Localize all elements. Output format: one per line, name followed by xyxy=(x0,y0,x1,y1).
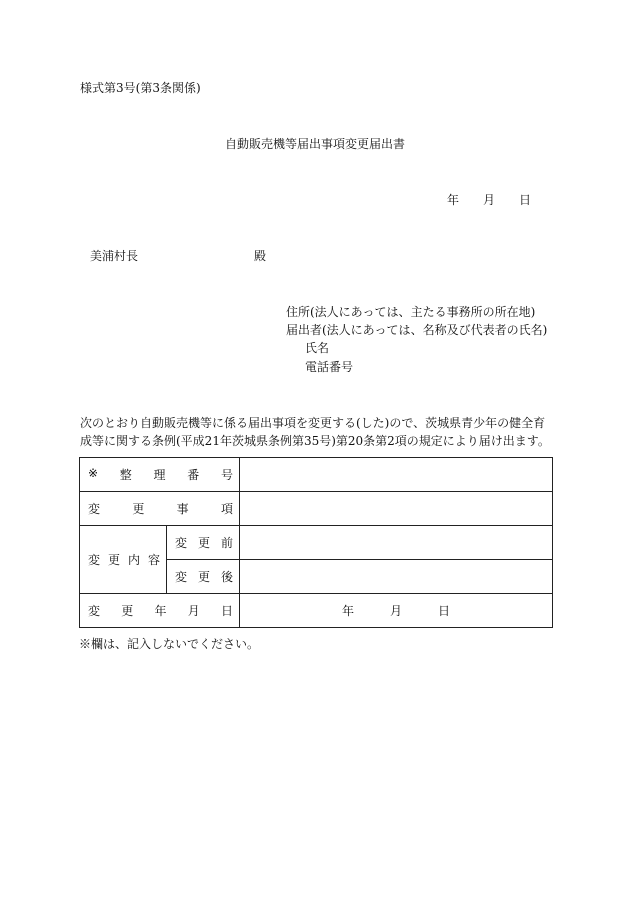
date-month-label: 月 xyxy=(483,193,496,207)
table-row-reference-number xyxy=(80,458,553,492)
name-label: 氏名 xyxy=(305,341,330,355)
form-number: 様式第3号(第3条関係) xyxy=(80,81,201,95)
phone-label: 電話番号 xyxy=(305,360,354,374)
change-item-field[interactable] xyxy=(240,492,553,526)
addressee-name: 美浦村長 xyxy=(90,249,139,263)
addressee-honorific: 殿 xyxy=(254,249,267,263)
change-date-field[interactable] xyxy=(240,594,553,628)
change-content-label: 変 更 内 容 xyxy=(80,526,167,594)
change-date-year: 年 xyxy=(341,604,354,618)
change-before-label: 変 更 前 xyxy=(167,526,240,560)
document-title: 自動販売機等届出事項変更届出書 xyxy=(224,137,405,151)
table-row-change-item xyxy=(80,492,553,526)
body-text: 次のとおり自動販売機等に係る届出事項を変更する(した)ので、茨城県青少年の健全育成等に関する条例(平成21年茨城県条例第35号)第20条第2項の規定により届け出ます。 xyxy=(80,416,550,448)
footnote: ※欄は、記入しないでください。 xyxy=(79,637,260,651)
table-row-change-before xyxy=(80,526,553,560)
notifier-label: 届出者(法人にあっては、名称及び代表者の氏名) xyxy=(286,323,548,337)
change-after-field[interactable] xyxy=(240,560,553,594)
date-day-label: 日 xyxy=(519,193,532,207)
change-details-table xyxy=(79,457,553,628)
date-year-label: 年 xyxy=(447,193,460,207)
address-label: 住所(法人にあっては、主たる事務所の所在地) xyxy=(286,305,536,319)
change-before-field[interactable] xyxy=(240,526,553,560)
change-date-label: 変 更 年 月 日 xyxy=(80,594,240,628)
reference-number-field[interactable] xyxy=(240,458,553,492)
reference-number-label: ※ 整 理 番 号 xyxy=(80,458,240,492)
change-date-day: 日 xyxy=(438,604,451,618)
change-item-label: 変 更 事 項 xyxy=(80,492,240,526)
change-after-label: 変 更 後 xyxy=(167,560,240,594)
submission-date xyxy=(447,192,531,208)
change-date-month: 月 xyxy=(389,604,402,618)
table-row-change-date xyxy=(80,594,553,628)
